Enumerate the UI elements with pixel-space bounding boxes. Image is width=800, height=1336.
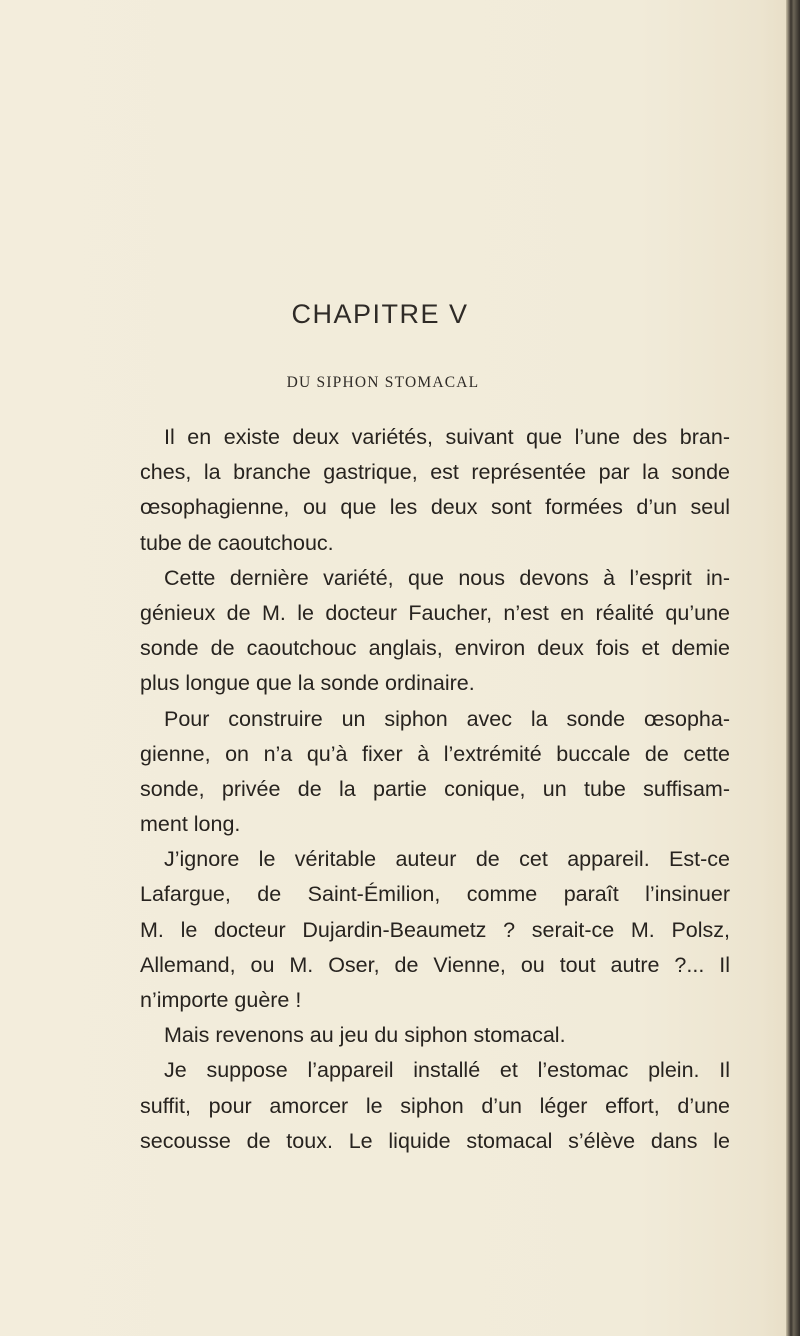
text-line: sonde de caoutchouc anglais, environ deux fois et demie bbox=[140, 636, 730, 661]
text-line: ches, la branche gastrique, est représentée par la sonde bbox=[140, 460, 730, 485]
text-line: Mais revenons au jeu du siphon stomacal. bbox=[164, 1023, 566, 1048]
text-line: Pour construire un siphon avec la sonde œsopha- bbox=[164, 706, 730, 731]
text-line: Je suppose l’appareil installé et l’estomac plein. Il bbox=[164, 1058, 730, 1083]
chapter-title: CHAPITRE V bbox=[291, 299, 469, 329]
text-line: Lafargue, de Saint-Émilion, comme paraît l’insinuer bbox=[140, 882, 730, 907]
text-line: ment long. bbox=[140, 812, 241, 837]
text-line: secousse de toux. Le liquide stomacal s’élève dans le bbox=[140, 1128, 730, 1153]
text-line: n’importe guère ! bbox=[140, 988, 302, 1012]
body-text bbox=[140, 420, 730, 1159]
page-edge bbox=[786, 0, 800, 1336]
text-line: génieux de M. le docteur Faucher, n’est en réalité qu’une bbox=[140, 600, 730, 625]
text-line: tube de caoutchouc. bbox=[140, 530, 334, 555]
text-line: Cette dernière variété, que nous devons à l’esprit in- bbox=[164, 565, 730, 590]
text-line: Il en existe deux variétés, suivant que l’une des bran- bbox=[164, 425, 730, 449]
section-title: DU SIPHON STOMACAL bbox=[286, 374, 480, 391]
text-line: sonde, privée de la partie conique, un tube suffisam- bbox=[140, 776, 730, 801]
text-line: suffit, pour amorcer le siphon d’un léger effort, d’une bbox=[140, 1093, 730, 1118]
text-line: Allemand, ou M. Oser, de Vienne, ou tout autre ?... Il bbox=[140, 952, 730, 977]
text-line: œsophagienne, ou que les deux sont formées d’un seul bbox=[140, 495, 730, 520]
text-line: J’ignore le véritable auteur de cet appareil. Est-ce bbox=[164, 847, 730, 872]
text-line: gienne, on n’a qu’à fixer à l’extrémité buccale de cette bbox=[140, 741, 730, 766]
text-line: M. le docteur Dujardin-Beaumetz ? serait-ce M. Polsz, bbox=[140, 917, 730, 942]
text-line: plus longue que la sonde ordinaire. bbox=[140, 671, 475, 696]
